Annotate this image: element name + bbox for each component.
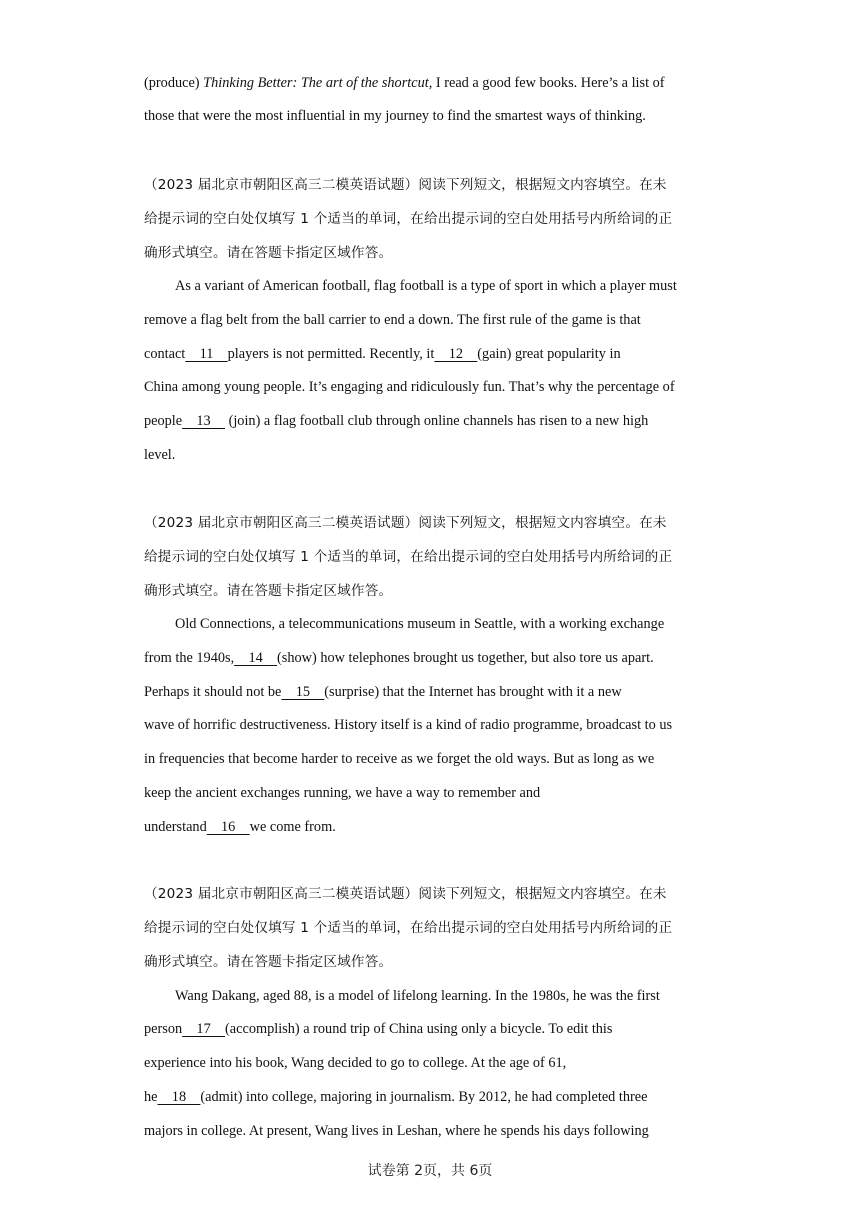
instruction-line-2: 给提示词的空白处仅填写 1 个适当的单词，在给出提示词的空白处用括号内所给词的正 (144, 549, 673, 565)
passage2-line-5: in frequencies that become harder to receive as we forget the old ways. But as long as we (144, 751, 655, 767)
passage1-line-5 (144, 411, 648, 431)
text: (show) how telephones brought us together, but also tore us apart. (277, 650, 654, 666)
text: understand (144, 819, 207, 835)
book-title: Thinking Better: The art of the shortcut, (203, 75, 433, 91)
text: he (144, 1089, 158, 1105)
passage1-line-2: remove a flag belt from the ball carrier to end a down. The first rule of the game is that (144, 312, 641, 328)
passage3-line-5: majors in college. At present, Wang lives in Leshan, where he spends his days following (144, 1123, 649, 1139)
blank-16[interactable]: 16 (206, 819, 250, 835)
passage1-line-3 (144, 344, 621, 364)
passage2-line-2 (144, 648, 654, 668)
instruction-line-2: 给提示词的空白处仅填写 1 个适当的单词，在给出提示词的空白处用括号内所给词的正 (144, 920, 673, 936)
passage2-line-4: wave of horrific destructiveness. History itself is a kind of radio programme, broadcast to us (144, 717, 673, 733)
blank-14[interactable]: 14 (234, 650, 278, 666)
text: person (144, 1021, 183, 1037)
passage2-line-1: Old Connections, a telecommunications museum in Seattle, with a working exchange (175, 616, 665, 632)
blank-11[interactable]: 11 (185, 346, 228, 362)
intro-text: I read a good few books. Here’s a list of (432, 75, 665, 91)
instruction-line-3: 确形式填空。请在答题卡指定区域作答。 (144, 245, 393, 261)
passage3-line-4 (144, 1087, 647, 1107)
text: (gain) great popularity in (477, 346, 621, 362)
intro-text: (produce) (144, 75, 204, 91)
passage1-line-4: China among young people. It’s engaging and ridiculously fun. That’s why the percentage of (144, 379, 675, 395)
passage3-line-2 (144, 1019, 612, 1039)
instruction-line-1: （2023 届北京市朝阳区高三二模英语试题）阅读下列短文，根据短文内容填空。在未 (144, 886, 667, 902)
passage3-line-3: experience into his book, Wang decided to go to college. At the age of 61, (144, 1055, 567, 1071)
intro-line-1 (144, 73, 665, 93)
blank-15[interactable]: 15 (281, 684, 325, 700)
passage2-line-7 (144, 817, 336, 837)
passage1-line-6: level. (144, 447, 176, 463)
text: players is not permitted. Recently, it (227, 346, 435, 362)
page-footer: 试卷第 2页，共 6页 (367, 1163, 493, 1179)
text: we come from. (249, 819, 336, 835)
text: (join) a flag football club through online channels has risen to a new high (225, 413, 649, 429)
text: from the 1940s, (144, 650, 235, 666)
text: (surprise) that the Internet has brought with it a new (324, 684, 622, 700)
text: (accomplish) a round trip of China using only a bicycle. To edit this (225, 1021, 613, 1037)
text: contact (144, 346, 186, 362)
instruction-line-2: 给提示词的空白处仅填写 1 个适当的单词，在给出提示词的空白处用括号内所给词的正 (144, 211, 673, 227)
passage3-line-1: Wang Dakang, aged 88, is a model of lifelong learning. In the 1980s, he was the first (175, 988, 660, 1004)
blank-12[interactable]: 12 (434, 346, 478, 362)
instruction-line-3: 确形式填空。请在答题卡指定区域作答。 (144, 954, 393, 970)
blank-18[interactable]: 18 (157, 1089, 201, 1105)
instruction-line-3: 确形式填空。请在答题卡指定区域作答。 (144, 583, 393, 599)
passage1-line-1: As a variant of American football, flag football is a type of sport in which a player must (175, 278, 677, 294)
blank-17[interactable]: 17 (182, 1021, 226, 1037)
intro-line-2: those that were the most influential in my journey to find the smartest ways of thinking. (144, 108, 646, 124)
text: (admit) into college, majoring in journalism. By 2012, he had completed three (200, 1089, 648, 1105)
instruction-line-1: （2023 届北京市朝阳区高三二模英语试题）阅读下列短文，根据短文内容填空。在未 (144, 177, 667, 193)
blank-13[interactable]: 13 (182, 413, 225, 429)
text: Perhaps it should not be (144, 684, 282, 700)
text: people (144, 413, 183, 429)
passage2-line-3 (144, 682, 622, 702)
passage2-line-6: keep the ancient exchanges running, we have a way to remember and (144, 785, 541, 801)
instruction-line-1: （2023 届北京市朝阳区高三二模英语试题）阅读下列短文，根据短文内容填空。在未 (144, 515, 667, 531)
